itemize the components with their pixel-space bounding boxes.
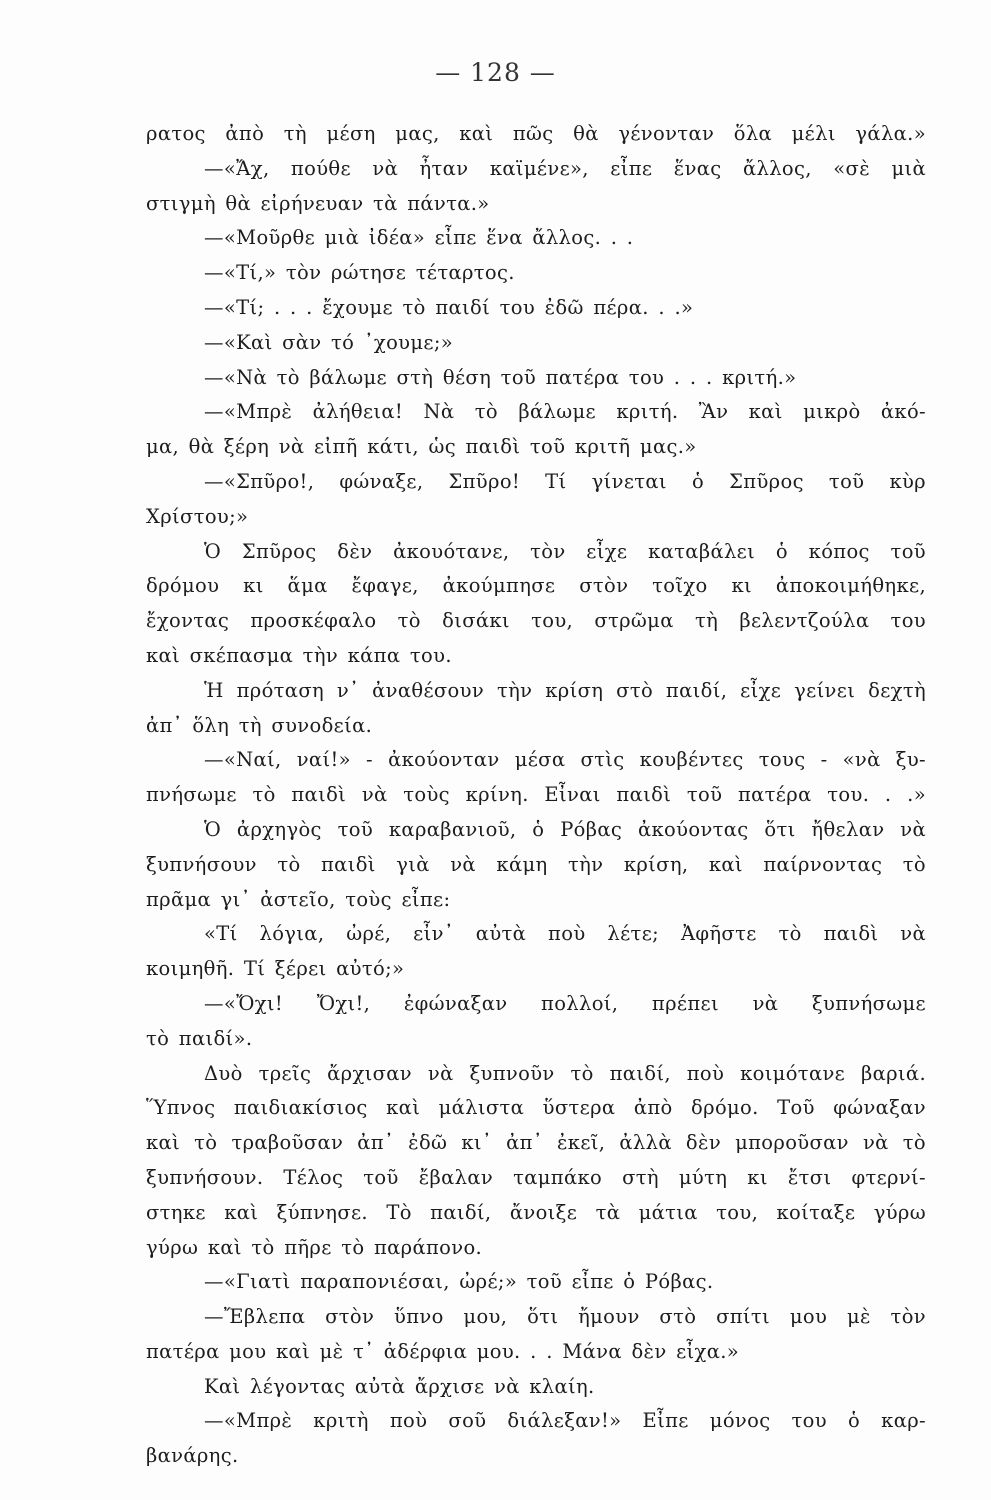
text-line: ἀπ᾽ ὅλη τὴ συνοδεία.: [146, 713, 373, 737]
text-line: —«Μοῦρθε μιὰ ἰδέα» εἶπε ἕνα ἄλλος. . .: [204, 226, 634, 250]
text-line: —«Τί,» τὸν ρώτησε τέταρτος.: [204, 261, 515, 285]
text-line: καὶ σκέπασμα τὴν κάπα του.: [146, 643, 452, 667]
text-line: Ὕπνος παιδιακίσιος καὶ μάλιστα ὕστερα ἀπὸ δρόμο. Τοῦ φώναξαν: [146, 1096, 926, 1120]
text-line: —«Νὰ τὸ βάλωμε στὴ θέση τοῦ πατέρα του . . . κριτή.»: [204, 365, 797, 389]
text-line: Χρίστου;»: [146, 504, 249, 528]
text-line: πνήσωμε τὸ παιδὶ νὰ τοὺς κρίνη. Εἶναι παιδὶ τοῦ πατέρα του. . .»: [146, 783, 926, 807]
text-line: Ἡ πρόταση ν᾽ ἀναθέσουν τὴν κρίση στὸ παιδί, εἶχε γείνει δεχτὴ: [204, 678, 926, 702]
text-line: κοιμηθῆ. Τί ξέρει αὐτό;»: [146, 957, 405, 981]
text-line: —«Ἄχ, πούθε νὰ ἦταν καϊμένε», εἶπε ἕνας ἄλλος, «σὲ μιὰ: [204, 156, 926, 180]
text-line: —«Γιατὶ παραπονιέσαι, ὠρέ;» τοῦ εἶπε ὁ Ρόβας.: [204, 1270, 714, 1294]
text-line: —«Ὄχι! Ὄχι!, ἐφώναξαν πολλοί, πρέπει νὰ ξυπνήσωμε: [204, 991, 926, 1015]
text-line: στιγμὴ θὰ εἰρήνευαν τὰ πάντα.»: [146, 191, 490, 215]
text-line: —«Ναί, ναί!» - ἀκούονταν μέσα στὶς κουβέντες τους - «νὰ ξυ-: [204, 748, 926, 772]
text-line: ἔχοντας προσκέφαλο τὸ δισάκι του, στρῶμα τὴ βελεντζούλα του: [146, 609, 926, 633]
text-line: μα, θὰ ξέρη νὰ εἰπῆ κάτι, ὡς παιδὶ τοῦ κριτῆ μας.»: [146, 435, 697, 459]
text-line: καὶ τὸ τραβοῦσαν ἀπ᾽ ἐδῶ κι᾽ ἀπ᾽ ἐκεῖ, ἀλλὰ δὲν μποροῦσαν νὰ τὸ: [146, 1131, 926, 1155]
text-line: δρόμου κι ἅμα ἔφαγε, ἀκούμπησε στὸν τοῖχο κι ἀποκοιμήθηκε,: [146, 574, 926, 598]
text-line: ξυπνήσουν. Τέλος τοῦ ἔβαλαν ταμπάκο στὴ μύτη κι ἔτσι φτερνί-: [146, 1165, 926, 1189]
text-line: στηκε καὶ ξύπνησε. Τὸ παιδί, ἄνοιξε τὰ μάτια του, κοίταξε γύρω: [146, 1200, 926, 1224]
text-line: Καὶ λέγοντας αὐτὰ ἄρχισε νὰ κλαίη.: [204, 1374, 595, 1398]
text-line: —«Μπρὲ ἀλήθεια! Νὰ τὸ βάλωμε κριτή. Ἂν καὶ μικρὸ ἀκό-: [204, 400, 926, 424]
text-line: —«Καὶ σὰν τό ᾽χουμε;»: [204, 330, 454, 354]
page-number: — 128 —: [435, 58, 556, 87]
text-line: βανάρης.: [146, 1444, 239, 1468]
text-line: ξυπνήσουν τὸ παιδὶ γιὰ νὰ κάμη τὴν κρίση, καὶ παίρνοντας τὸ: [146, 852, 926, 876]
text-line: —Ἔβλεπα στὸν ὕπνο μου, ὅτι ἤμουν στὸ σπίτι μου μὲ τὸν: [204, 1305, 926, 1329]
text-line: πατέρα μου καὶ μὲ τ᾽ ἀδέρφια μου. . . Μάνα δὲν εἶχα.»: [146, 1339, 740, 1363]
text-line: —«Μπρὲ κριτὴ ποὺ σοῦ διάλεξαν!» Εἶπε μόνος του ὁ καρ-: [204, 1409, 926, 1433]
text-line: γύρω καὶ τὸ πῆρε τὸ παράπονο.: [146, 1235, 483, 1259]
body-text: [146, 117, 926, 1474]
text-line: —«Σπῦρο!, φώναξε, Σπῦρο! Τί γίνεται ὁ Σπῦρος τοῦ κὺρ: [204, 469, 926, 493]
text-line: «Τί λόγια, ὠρέ, εἶν᾽ αὐτὰ ποὺ λέτε; Ἀφῆστε τὸ παιδὶ νὰ: [204, 922, 926, 946]
text-line: τὸ παιδί».: [146, 1026, 253, 1050]
text-line: πρᾶμα γι᾽ ἀστεῖο, τοὺς εἶπε:: [146, 887, 451, 911]
text-line: Ὁ Σπῦρος δὲν ἀκουότανε, τὸν εἶχε καταβάλει ὁ κόπος τοῦ: [204, 539, 926, 563]
text-line: Δυὸ τρεῖς ἄρχισαν νὰ ξυπνοῦν τὸ παιδί, ποὺ κοιμότανε βαριά.: [204, 1061, 926, 1085]
text-line: Ὁ ἀρχηγὸς τοῦ καραβανιοῦ, ὁ Ρόβας ἀκούοντας ὅτι ἤθελαν νὰ: [204, 817, 926, 841]
text-line: ρατος ἀπὸ τὴ μέση μας, καὶ πῶς θὰ γένονταν ὅλα μέλι γάλα.»: [146, 122, 926, 145]
text-line: —«Τί; . . . ἔχουμε τὸ παιδί του ἐδῶ πέρα. . .»: [204, 295, 694, 319]
